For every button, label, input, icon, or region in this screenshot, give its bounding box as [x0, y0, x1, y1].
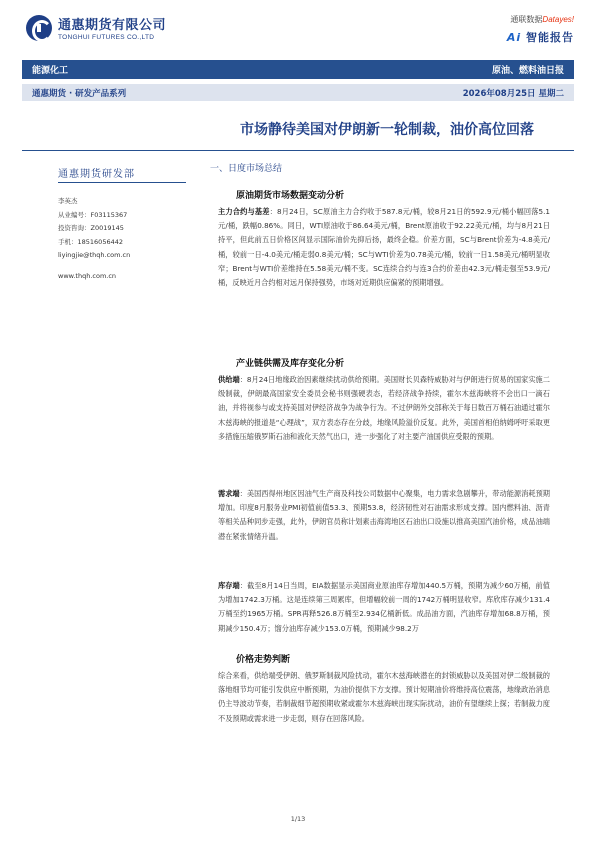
author-sidebar [22, 150, 200, 830]
company-logo-icon [26, 15, 52, 41]
author-email[interactable]: liyingjie@thqh.com.cn [58, 251, 131, 259]
brand-report-label: 智能报告 [526, 31, 574, 44]
company-website[interactable]: www.thqh.com.cn [58, 271, 117, 280]
paragraph-demand [218, 487, 550, 544]
paragraph-market-data [218, 205, 550, 290]
text-demand: ：美国西得州地区因油气生产商及科技公司数据中心聚集，电力需求急剧攀升，带动能源消耗预期增加。印度8月服务业PMI初值前值53.3、预期53.8，经济韧性对石油需求形成支撑。国内燃料油、沥青等相关品种同步走强，此外，伊朗官员称计划素击海湾地区石油出口设施以推高美国汽油价格，成品油端潜在紧张情绪升温。 [218, 489, 550, 541]
advisory-number: 投资咨询：Z0019145 [58, 224, 124, 232]
paragraph-supply [218, 373, 550, 444]
subheading-price-outlook: 价格走势判断 [236, 655, 291, 665]
page-number: 1/13 [290, 815, 306, 823]
brand-suffix: Datayes! [542, 15, 574, 24]
report-title: 市场静待美国对伊朗新一轮制裁，油价高位回落 [240, 122, 534, 138]
author-name: 李英杰 [58, 197, 78, 205]
company-logo [26, 14, 166, 41]
datayes-brand [507, 14, 574, 45]
report-date: 2026年08月25日 星期二 [462, 88, 564, 99]
qualification-number: 从业编号：F03115367 [58, 210, 128, 219]
lead-inventory: 库存端 [218, 581, 240, 590]
department-heading: 通惠期货研发部 [58, 169, 135, 180]
subheading-supply-demand: 产业链供需及库存变化分析 [236, 359, 345, 369]
brand-ai-mark: Ai [506, 31, 522, 44]
text-supply: ：8月24日地缘政治因素继续扰动供给预期。美国财长贝森特威胁对与伊朗进行贸易的国家实施二级制裁，伊朗最高国家安全委员会秘书则强硬表态，若经济战争持续，霍尔木兹海峡将不会出口一滴石油，并将视参与或支持美国对伊经济战争为战争行为。不过伊朗外交部称关于每日数百万桶石油通过霍尔木兹海峡的报道是“心理战”，双方表态存在分歧，地缘风险溢价反复。此外，美国首相伯纳姆呼吁采取更多措施压缩俄罗斯石油和液化天然气出口，进一步强化了对主要产油国供应受限的预期。 [218, 375, 550, 441]
text-inventory: ：截至8月14日当周，EIA数据显示美国商业原油库存增加440.5万桶，预期为减少60万桶，前值为增加1742.3万桶。这是连续第三周累库，但增幅较前一周的1742万桶明显收窄。库欣库存减少131.4万桶至约1965万桶。SPR再释526.8万桶至2.934亿桶新低。成品油方面，汽油库存增加68.8万桶，预期减少150.4万；馏分油库存减少153.0万桶，预期减少98.2万 [218, 581, 550, 633]
text-price-outlook: 综合来看，供给端受伊朗、俄罗斯制裁风险扰动，霍尔木兹海峡潜在的封锁威胁以及美国对伊二级制裁的落地细节均可能引发供应中断预期，为油价提供下方支撑。预计短期油价将维持高位震荡，地缘政治消息仍主导波动节奏，若制裁细节超预期收紧或霍尔木兹海峡出现实际扰动，油价有望继续上探；若制裁力度不及预期或需求进一步走弱，则存在回落风险。 [218, 671, 550, 723]
lead-supply: 供给端 [218, 375, 240, 384]
company-name-en: TONGHUI FUTURES CO.,LTD [58, 34, 155, 41]
series-bar [22, 84, 574, 101]
category-bar [22, 60, 574, 79]
sidebar-divider [58, 182, 186, 183]
paragraph-price-outlook [218, 669, 550, 726]
text-contract-basis: ：8月24日，SC原油主力合约收于587.8元/桶，较8月21日的592.9元/桶小幅回落5.1元/桶，跌幅0.86%。同日，WTI原油收于86.64美元/桶，Brent原油收于92.22美元/桶，均与8月21日持平，但此前五日价格区间显示国际油价先抑后扬，最终企稳。价差方面，SC与Brent价差为-4.8美元/桶，较前一日-4.0美元/桶走弱0.8美元/桶；SC与WTI价差为0.78美元/桶，较前一日1.58美元/桶明显收窄；Brent与WTI价差维持在5.58美元/桶不变。SC连续合约与连3合约价差由42.3元/桶走强至53.9元/桶，反映近月合约相对远月保持强势，市场对近期供应偏紧的预期增强。 [218, 207, 550, 288]
report-type-label: 原油、燃料油日报 [491, 66, 564, 76]
section-title: 一、日度市场总结 [210, 164, 283, 174]
lead-demand: 需求端 [218, 489, 240, 498]
company-name-cn: 通惠期货有限公司 [58, 18, 167, 33]
paragraph-inventory [218, 579, 550, 636]
main-content [200, 150, 574, 174]
category-label: 能源化工 [32, 66, 69, 76]
subheading-market-data: 原油期货市场数据变动分析 [236, 191, 345, 201]
series-label: 通惠期货 · 研发产品系列 [32, 88, 127, 99]
brand-prefix: 通联数据 [510, 15, 543, 24]
author-phone: 手机：18516056442 [58, 237, 123, 246]
lead-contract-basis: 主力合约与基差 [218, 207, 270, 216]
